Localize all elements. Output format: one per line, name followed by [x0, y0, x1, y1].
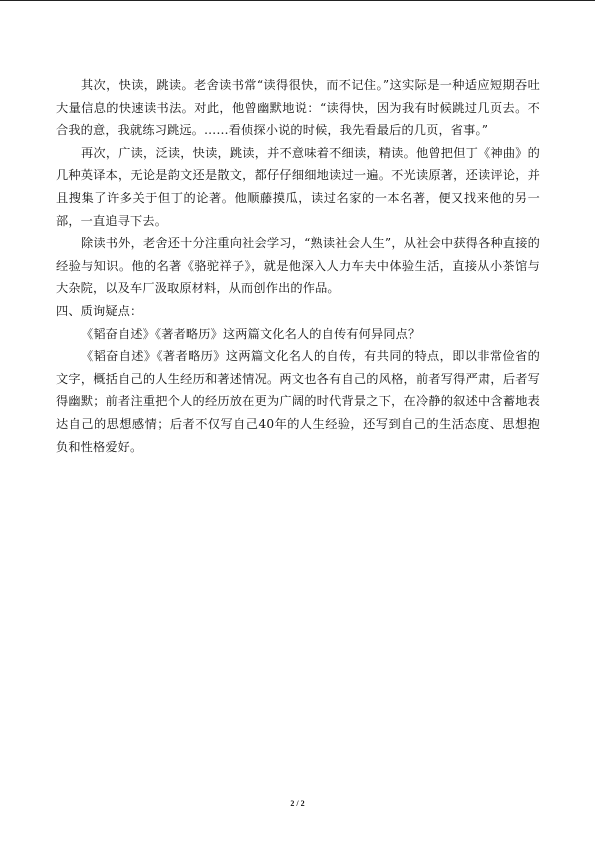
section-heading-questions: 四、质询疑点： — [56, 303, 143, 318]
paragraph-fast-reading: 其次，快读，跳读。老舍读书常“读得很快，而不记住。”这实际是一种适应短期吞吐大量信息的快速读书法。对此，他曾幽默地说：“读得快，因为我有时候跳过几页去。不合我的意，我就练习跳远。……看侦探小说的时候，我先看最后的几页，省事。” — [56, 78, 540, 138]
paragraph-learning-from-society: 除读书外，老舍还十分注重向社会学习，“熟读社会人生”，从社会中获得各种直接的经验与知识。他的名著《骆驼祥子》，就是他深入人力车夫中体验生活，直接从小茶馆与大杂院，以及车厂汲取原材料，从而创作出的作品。 — [56, 236, 540, 296]
header-rule — [0, 0, 595, 1]
question-text: 《韬奋自述》《著者略历》这两篇文化名人的自传有何异同点？ — [81, 326, 421, 341]
page-number: 2 / 2 — [290, 799, 305, 808]
paragraph-close-reading: 再次，广读，泛读，快读，跳读，并不意味着不细读，精读。他曾把但丁《神曲》的几种英译本，无论是韵文还是散文，都仔仔细细地读过一遍。不光读原著，还读评论，并且搜集了许多关于但丁的论著。他顺藤摸瓜，读过名家的一本名著，便又找来他的另一部，一直追寻下去。 — [56, 145, 540, 228]
document-body — [56, 74, 540, 458]
answer-text: 《韬奋自述》《著者略历》这两篇文化名人的自传，有共同的特点，即以非常俭省的文字，概括自己的人生经历和著述情况。两文也各有自己的风格，前者写得严肃，后者写得幽默；前者注重把个人的经历放在更为广阔的时代背景之下，在冷静的叙述中含蓄地表达自己的思想感情；后者不仅写自己40年的人生经验，还写到自己的生活态度、思想抱负和性格爱好。 — [56, 349, 540, 454]
